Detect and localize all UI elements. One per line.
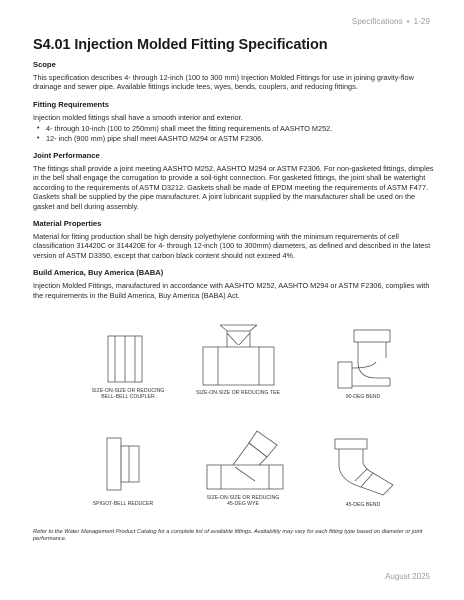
joint-performance-heading: Joint Performance — [33, 151, 100, 161]
wye-drawing — [205, 425, 285, 493]
coupler-label — [78, 388, 178, 401]
material-properties-text: Material for fitting production shall be high density polyethylene conforming with the minimum requirements of cell classification 314420C or 314420E for 4- through 12-inch (100 to 300mm) diameters, as defined and described in the latest version of ASTM D3350, except that carbon black content should not exceed 4%. — [33, 232, 431, 260]
baba-heading: Build America, Buy America (BABA) — [33, 268, 164, 278]
bend45-label-line1: 45-DEG BEND — [345, 502, 381, 508]
list-item: • 12- inch (900 mm) pipe shall meet AASHTO M294 or ASTM F2306. — [46, 134, 438, 143]
material-properties-heading: Material Properties — [33, 219, 102, 229]
tee-drawing — [201, 323, 276, 389]
bend90-label-line1: 90-DEG BEND — [345, 394, 381, 400]
reducer-label-line1: SPIGOT-BELL REDUCER — [92, 501, 154, 507]
wye-label-line1: SIZE-ON-SIZE OR REDUCING — [206, 495, 280, 501]
wye-label — [198, 495, 288, 508]
fitting-requirements-list — [33, 124, 438, 143]
tee-label-line1: SIZE-ON-SIZE OR REDUCING TEE — [195, 390, 281, 396]
reducer-drawing — [105, 436, 141, 492]
bend90-label — [333, 394, 393, 400]
tee-label — [193, 390, 283, 396]
baba-text: Injection Molded Fittings, manufactured in accordance with AASHTO M252, AASHTO M294 or ASTM F2306, complies with the requirements in the Build America, Buy America (BABA) Act. — [33, 281, 430, 300]
header-section: Specifications — [351, 17, 403, 26]
coupler-label-line2: BELL-BELL COUPLER — [101, 394, 155, 401]
spec-body — [33, 60, 438, 300]
joint-performance-text: The fittings shall provide a joint meeting AASHTO M252, AASHTO M294 or ASTM F2306. For non-gasketed fittings, dimples in the bell shall engage the corrugation to provide a soil-tight connection. For gasketed fittings, the joint shall be watertight according to the requirements of ASTM D3212. Gaskets shall be made of EPDM meeting the requirements of ASTM F477. Gaskets shall be supplied by the pipe manufacturer. A joint lubricant supplied by the manufacturer shall be used on the gasket and bell during assembly. — [33, 164, 434, 211]
bend45-drawing — [333, 437, 395, 497]
fitting-requirements-text: Injection molded fittings shall have a smooth interior and exterior. — [33, 112, 243, 122]
bend90-drawing — [336, 328, 396, 390]
coupler-drawing — [105, 334, 145, 384]
page-title: S4.01 Injection Molded Fitting Specification — [33, 37, 328, 53]
fitting-figures — [33, 315, 438, 515]
bend45-label — [333, 502, 393, 508]
list-item: • 4- through 10-inch (100 to 250mm) shall meet the fitting requirements of AASHTO M252. — [46, 124, 438, 133]
reducer-label — [83, 501, 163, 507]
scope-heading: Scope — [33, 60, 56, 69]
wye-label-line2: 45-DEG WYE — [227, 501, 259, 508]
running-header — [352, 17, 430, 26]
header-separator: • — [406, 17, 410, 26]
scope-text: This specification describes 4- through 12-inch (100 to 300 mm) Injection Molded Fittings for use in joining gravity-flow drainage and sewer pipe. Available fittings include tees, wyes, bends, couplers, and reducing fittings. — [33, 73, 414, 92]
coupler-label-line1: SIZE-ON-SIZE OR REDUCING — [91, 388, 165, 394]
footer-date: August 2025 — [385, 572, 430, 581]
fitting-requirements-heading: Fitting Requirements — [33, 99, 109, 109]
footnote: Refer to the Water Management Product Catalog for a complete list of available fittings. Availability may vary for each fitting type based on diameter or joint performance. — [33, 529, 423, 543]
header-page-number: 1-29 — [413, 17, 430, 26]
